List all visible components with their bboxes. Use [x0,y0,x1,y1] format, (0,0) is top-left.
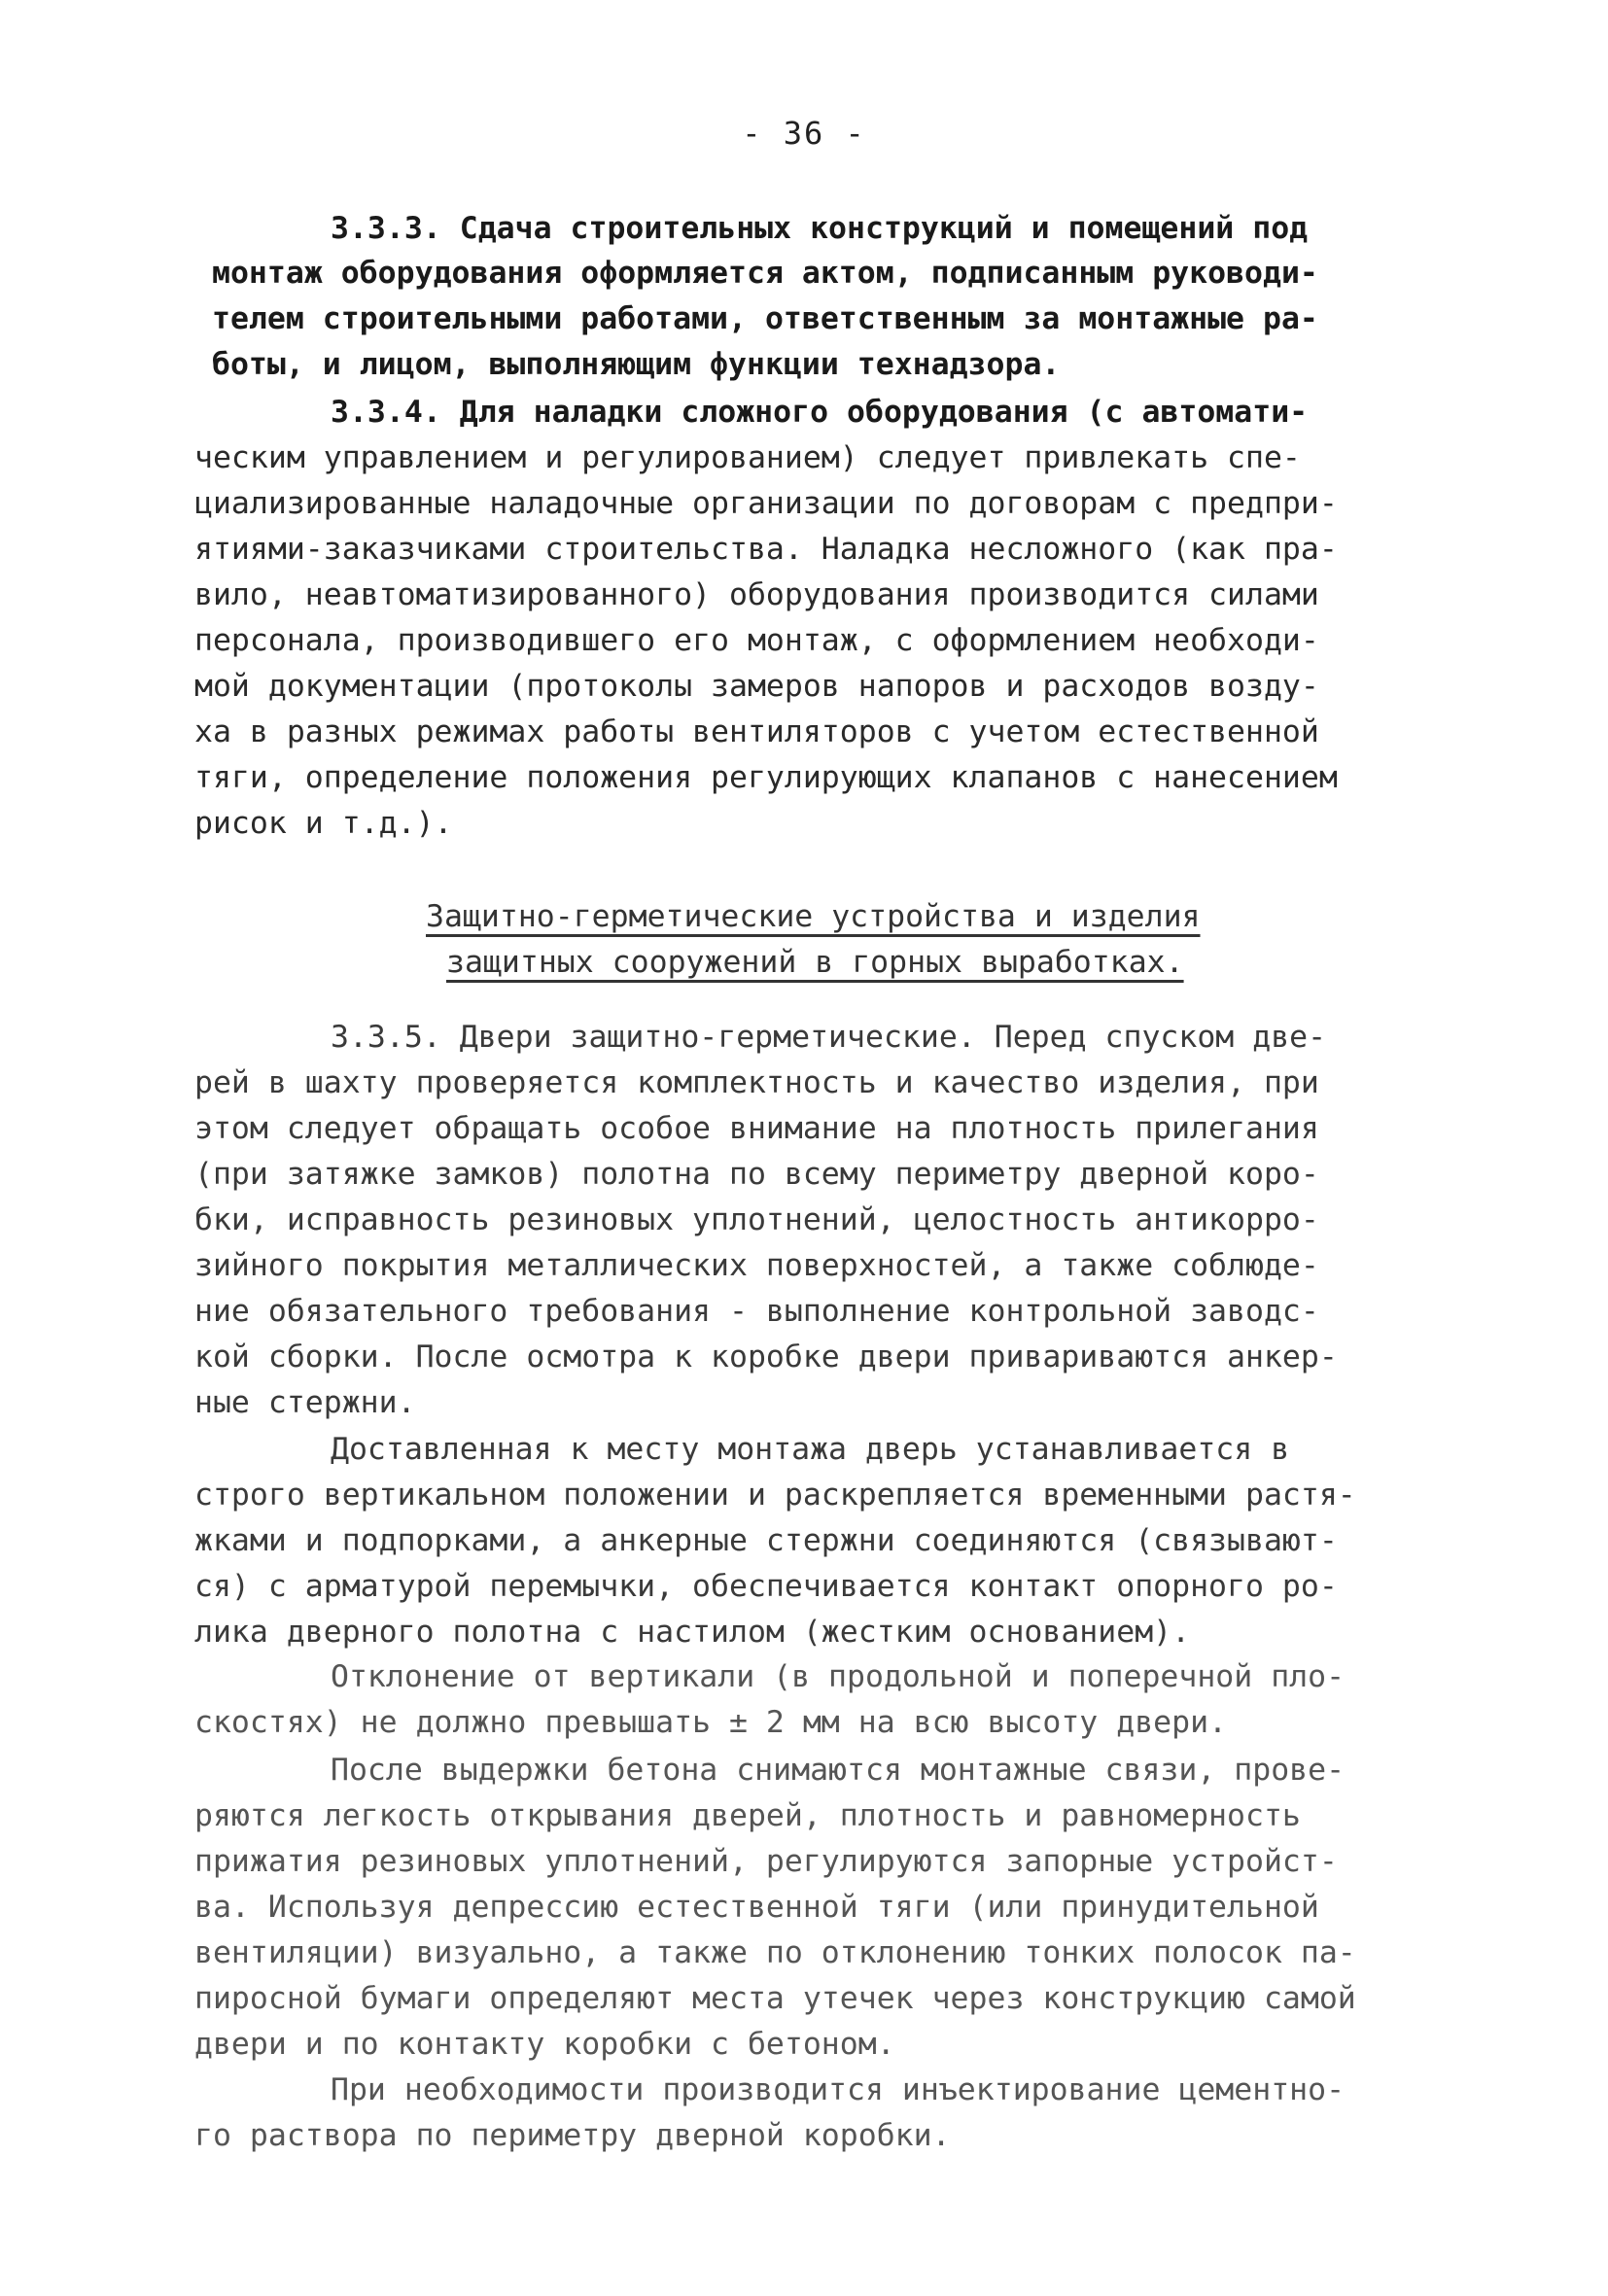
text-line: рей в шахту проверяется комплектность и качество изделия, при [194,1065,1319,1100]
text-line: циализированные наладочные организации по договорам с предпри- [194,486,1338,521]
text-line: ся) с арматурой перемычки, обеспечивается контакт опорного ро- [194,1569,1338,1604]
text-line: прижатия резиновых уплотнений, регулируются запорные устройст- [194,1844,1338,1879]
text-line: мой документации (протоколы замеров напоров и расходов возду- [194,669,1319,704]
page-number: - 36 - [742,115,866,152]
text-line: боты, и лицом, выполняющим функции технадзора. [212,347,1061,382]
text-line: вило, неавтоматизированного) оборудования производится силами [194,577,1319,612]
subheading-line-1: Защитно-герметические устройства и изделия [426,899,1201,934]
text-line: этом следует обращать особое внимание на плотность прилегания [194,1111,1319,1146]
text-line: вентиляции) визуально, а также по отклонению тонких полосок па- [194,1935,1356,1970]
text-line: го раствора по периметру дверной коробки. [194,2118,951,2153]
text-line: ческим управлением и регулированием) следует привлекать спе- [194,440,1301,475]
text-line: 3.3.3. Сдача строительных конструкций и помещений под [331,211,1309,246]
text-line: ные стержни. [194,1385,416,1420]
text-line: 3.3.4. Для наладки сложного оборудования (с автомати- [331,395,1309,430]
text-line: ха в разных режимах работы вентиляторов с учетом естественной [194,714,1319,749]
subheading-line-2: защитных сооружений в горных выработках. [446,945,1184,980]
text-line: бки, исправность резиновых уплотнений, целостность антикорро- [194,1202,1319,1237]
text-line: пиросной бумаги определяют места утечек через конструкцию самой [194,1981,1356,2016]
text-line: ние обязательного требования - выполнение контрольной заводс- [194,1294,1319,1329]
text-line: двери и по контакту коробки с бетоном. [194,2027,895,2062]
text-line: тяги, определение положения регулирующих клапанов с нанесением [194,760,1338,795]
text-line: монтаж оборудования оформляется актом, подписанным руководи- [212,256,1318,291]
text-line: Отклонение от вертикали (в продольной и поперечной пло- [331,1659,1346,1694]
text-line: персонала, производившего его монтаж, с оформлением необходи- [194,623,1319,658]
text-line: рисок и т.д.). [194,806,453,841]
text-line: лика дверного полотна с настилом (жестким основанием). [194,1615,1191,1650]
text-line: Доставленная к месту монтажа дверь устанавливается в [331,1432,1290,1467]
text-line: телем строительными работами, ответственным за монтажные ра- [212,301,1318,336]
text-line: зийного покрытия металлических поверхностей, а также соблюде- [194,1248,1319,1283]
text-line: ва. Используя депрессию естественной тяги (или принудительной [194,1890,1319,1925]
text-line: 3.3.5. Двери защитно-герметические. Перед спуском две- [331,1020,1327,1055]
text-line: После выдержки бетона снимаются монтажные связи, прове- [331,1753,1346,1788]
text-line: (при затяжке замков) полотна по всему периметру дверной коро- [194,1157,1319,1192]
text-line: При необходимости производится инъектирование цементно- [331,2072,1346,2107]
text-line: скостях) не должно превышать ± 2 мм на всю высоту двери. [194,1705,1228,1740]
text-line: кой сборки. После осмотра к коробке двери привариваются анкер- [194,1339,1338,1374]
text-line: ряются легкость открывания дверей, плотность и равномерность [194,1798,1301,1833]
text-line: ятиями-заказчиками строительства. Наладка несложного (как пра- [194,532,1338,567]
text-line: жками и подпорками, а анкерные стержни соединяются (связывают- [194,1523,1338,1558]
text-line: строго вертикальном положении и раскрепляется временными растя- [194,1478,1356,1513]
